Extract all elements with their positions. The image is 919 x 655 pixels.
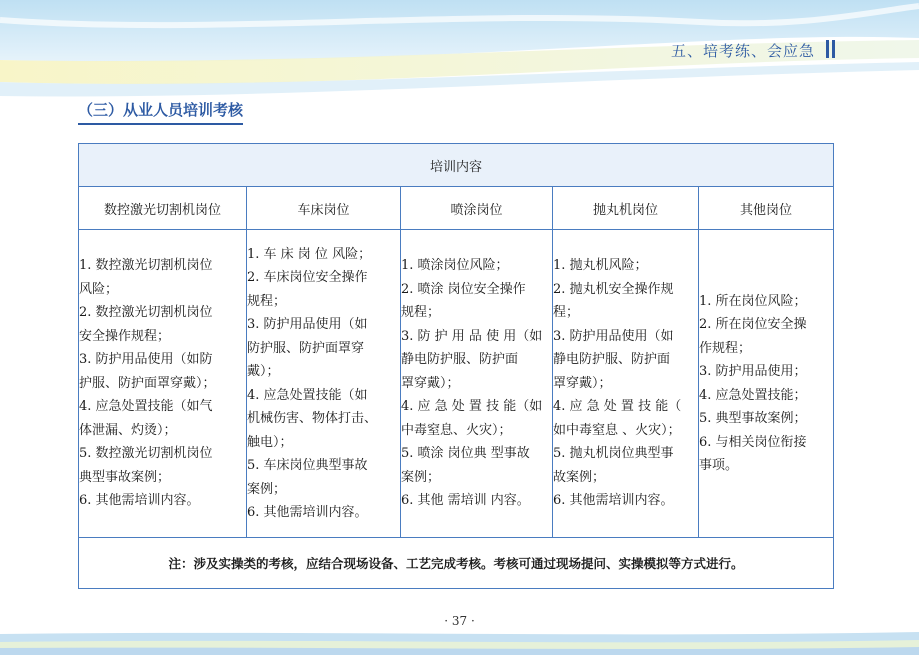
- page-number: · 37 ·: [444, 614, 475, 628]
- table-note: 注：涉及实操类的考核，应结合现场设备、工艺完成考核。考核可通过现场提问、实操模拟等方式进行。: [79, 538, 834, 589]
- cell-spray: 1. 喷涂岗位风险； 2. 喷涂 岗位安全操作 规程； 3. 防 护 用 品 使 用（如 静电防护服、防护面 罩穿戴）； 4. 应 急 处 置 技 能（如 中毒窒息、火灾）； 5. 喷涂 岗位典 型事故 案例； 6. 其他 需培训 内容。: [401, 230, 553, 538]
- table-row: [79, 230, 834, 538]
- column-header: 其他岗位: [699, 187, 834, 230]
- cell-shotblast: 1. 抛丸机风险； 2. 抛丸机安全操作规 程； 3. 防护用品使用（如 静电防护服、防护面 罩穿戴）； 4. 应 急 处 置 技 能（ 如中毒窒息 、火灾）； 5. 抛丸机岗位典型事 故案例； 6. 其他需培训内容。: [553, 230, 699, 538]
- cell-lathe: 1. 车 床 岗 位 风险； 2. 车床岗位安全操作 规程； 3. 防护用品使用（如 防护服、防护面罩穿 戴）； 4. 应急处置技能（如 机械伤害、物体打击、 触电）； 5. 车床岗位典型事故 案例； 6. 其他需培训内容。: [247, 230, 401, 538]
- cell-other: 1. 所在岗位风险； 2. 所在岗位安全操 作规程； 3. 防护用品使用； 4. 应急处置技能； 5. 典型事故案例； 6. 与相关岗位衔接 事项。: [699, 230, 834, 538]
- section-title: （三）从业人员培训考核: [78, 99, 243, 125]
- column-header: 数控激光切割机岗位: [79, 187, 247, 230]
- training-table: [78, 143, 834, 589]
- table-title: 培训内容: [79, 144, 834, 187]
- column-header: 车床岗位: [247, 187, 401, 230]
- footer-band: [0, 628, 919, 655]
- column-header: 喷涂岗位: [401, 187, 553, 230]
- cell-laser: 1. 数控激光切割机岗位 风险； 2. 数控激光切割机岗位 安全操作规程； 3. 防护用品使用（如防 护服、防护面罩穿戴）； 4. 应急处置技能（如气 体泄漏、灼烫）； 5. 数控激光切割机岗位 典型事故案例； 6. 其他需培训内容。: [79, 230, 247, 538]
- chapter-title: 五、培考练、会应急: [670, 42, 815, 60]
- column-header: 抛丸机岗位: [553, 187, 699, 230]
